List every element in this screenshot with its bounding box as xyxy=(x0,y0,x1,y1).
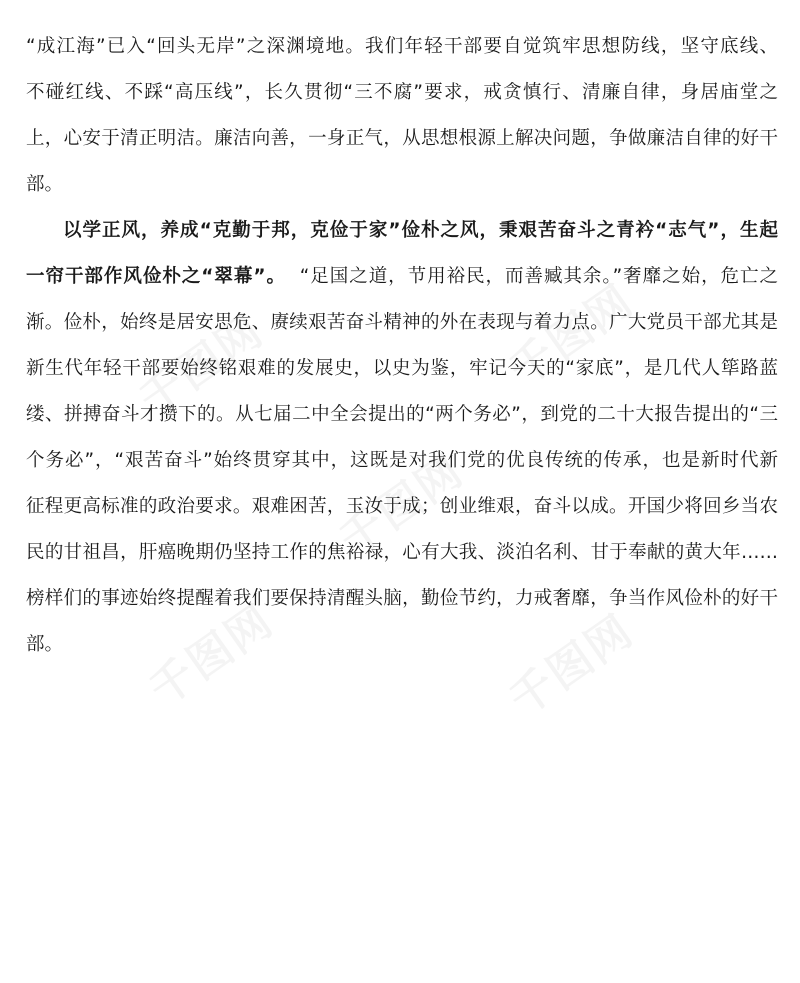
text-line: 不碰红线、不踩“高压线”，长久贯彻“三不腐”要求，戒贪慎行、清廉自律，身居庙堂之 xyxy=(26,82,778,103)
text-line: 缕、拼搏奋斗才攒下的。从七届二中全会提出的“两个务必”，到党的二十大报告提出的“三 xyxy=(26,404,778,425)
text-line: 榜样们的事迹始终提醒着我们要保持清醒头脑，勤俭节约，力戒奢靡，争当作风俭朴的好干 xyxy=(26,588,778,609)
section-heading-line: 一帘干部作风俭朴之“翠幕”。 xyxy=(26,266,286,287)
text-line: 上，心安于清正明洁。廉洁向善，一身正气，从思想根源上解决问题，争做廉洁自律的好干 xyxy=(26,128,778,149)
text-line: 渐。俭朴，始终是居安思危、赓续艰苦奋斗精神的外在表现与着力点。广大党员干部尤其是 xyxy=(26,312,778,333)
text-line: 部。 xyxy=(26,174,64,195)
article-body xyxy=(26,24,778,668)
text-line: 新生代年轻干部要始终铭艰难的发展史，以史为鉴，牢记今天的“家底”，是几代人筚路蓝 xyxy=(26,358,778,379)
text-line: 民的甘祖昌，肝癌晚期仍坚持工作的焦裕禄，心有大我、淡泊名利、甘于奉献的黄大年…… xyxy=(26,542,778,563)
text-line: “足国之道，节用裕民，而善臧其余。”奢靡之始，危亡之 xyxy=(299,266,778,287)
section-heading-line: 以学正风，养成“克勤于邦，克俭于家”俭朴之风，秉艰苦奋斗之青衿“志气”，生起 xyxy=(63,220,778,241)
text-line: “成江海”已入“回头无岸”之深渊境地。我们年轻干部要自觉筑牢思想防线，坚守底线、 xyxy=(26,36,778,57)
text-line: 部。 xyxy=(26,634,64,655)
mixed-line xyxy=(26,254,778,300)
text-line: 征程更高标准的政治要求。艰难困苦，玉汝于成；创业维艰，奋斗以成。开国少将回乡当农 xyxy=(26,496,778,517)
text-line: 个务必”，“艰苦奋斗”始终贯穿其中，这既是对我们党的优良传统的传承，也是新时代新 xyxy=(26,450,778,471)
